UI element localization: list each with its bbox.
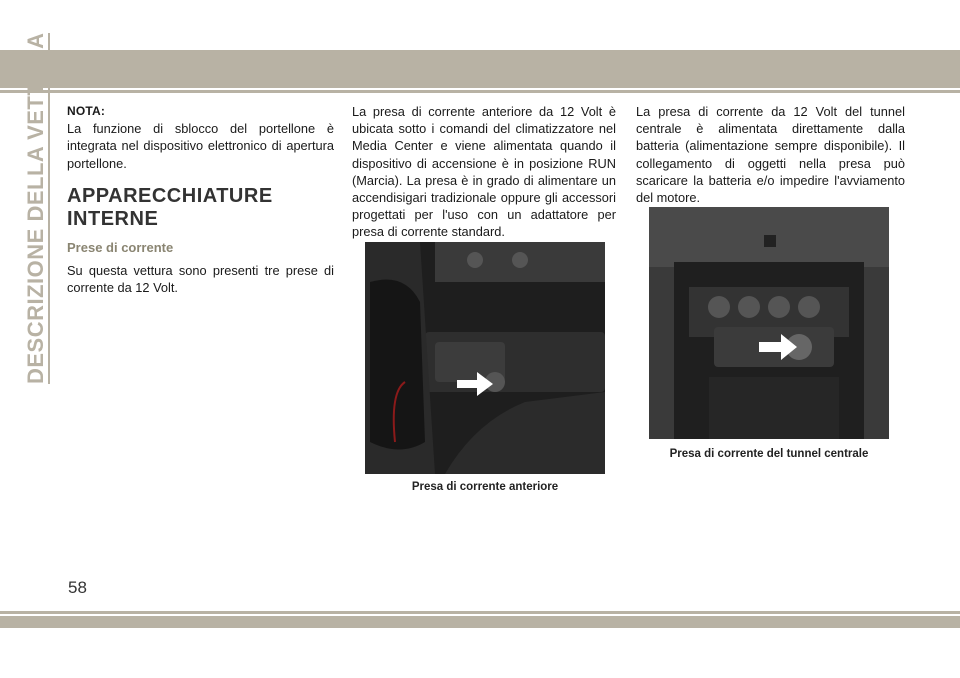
tunnel-socket-photo [649,207,889,439]
tunnel-socket-illustration [649,207,889,439]
front-socket-caption: Presa di corrente anteriore [411,481,559,493]
front-socket-illustration [365,242,605,474]
intro-paragraph: Su questa vettura sono presenti tre prese di corrente da 12 Volt. [67,263,334,296]
top-band-line [0,90,960,93]
front-socket-photo [365,242,605,474]
top-band [0,50,960,88]
section-heading-line2: INTERNE [67,207,159,230]
subsection-heading: Prese di corrente [67,239,174,255]
section-side-title: DESCRIZIONE DELLA VETTURA [23,32,48,384]
section-heading [67,185,334,231]
section-heading-line1: APPARECCHIATURE [67,184,273,207]
column-1 [67,103,334,296]
front-socket-paragraph: La presa di corrente anteriore da 12 Volt è ubicata sotto i comandi del climatizzatore nel Media Center e viene alimentata quando il dispositivo di accensione è in posizione RUN (Marcia). La presa è in grado di alimentare un accendisigari tradizionale oppure gli accessori progettati per l'uso con un adattatore per presa di corrente standard. [352,104,616,240]
tunnel-socket-paragraph: La presa di corrente da 12 Volt del tunnel centrale è alimentata direttamente dalla batteria (alimentazione sempre disponibile). Il collegamento di oggetti nella presa può scaricare la batteria e/o impedire l'avviamento del motore. [636,104,905,206]
note-text: La funzione di sblocco del portellone è integrata nel dispositivo elettronico di apertura portellone. [67,121,334,171]
bottom-band-line [0,611,960,614]
column-3 [636,103,905,206]
column-2 [352,103,616,241]
tunnel-socket-caption: Presa di corrente del tunnel centrale [669,448,869,460]
bottom-band [0,616,960,628]
note-label: NOTA: [67,104,106,118]
page-number: 58 [68,578,87,597]
